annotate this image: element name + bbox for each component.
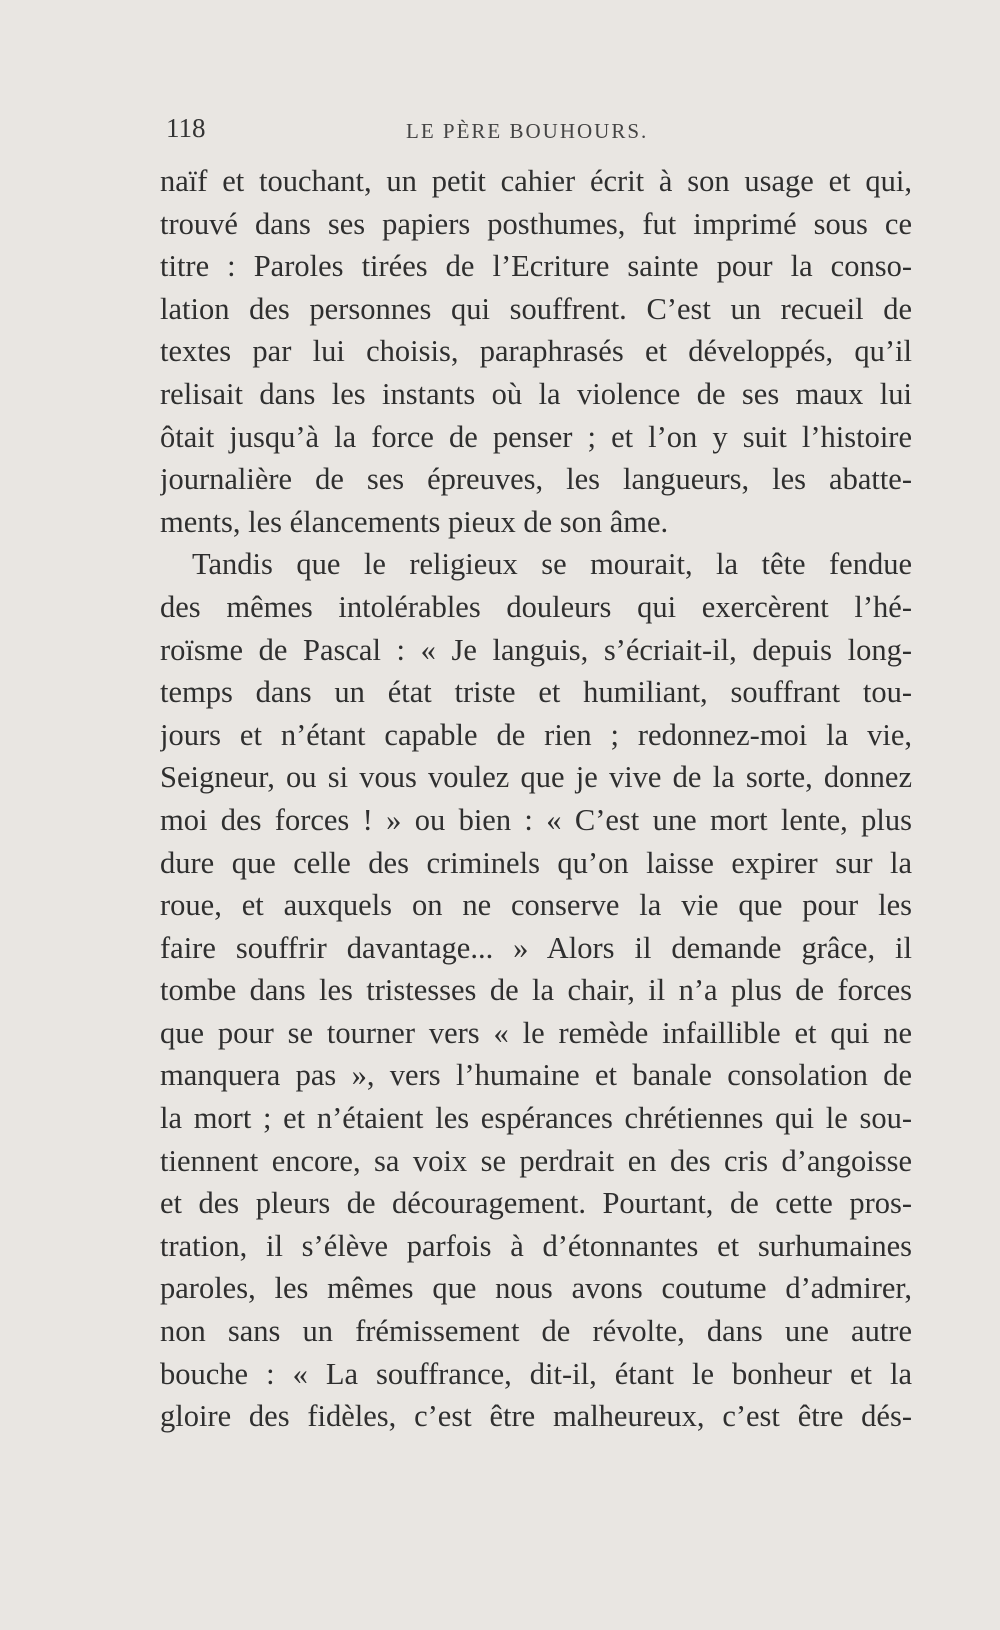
- text-line: roïsme de Pascal : « Je languis, s’écriait-il, depuis long-: [160, 632, 912, 667]
- text-line: trouvé dans ses papiers posthumes, fut imprimé sous ce: [160, 206, 912, 241]
- text-line: temps dans un état triste et humiliant, souffrant tou-: [160, 675, 912, 710]
- text-line: manquera pas », vers l’humaine et banale consolation de: [160, 1058, 912, 1093]
- page-header: [166, 113, 910, 153]
- text-line: lation des personnes qui souffrent. C’est un recueil de: [160, 291, 912, 326]
- text-line: et des pleurs de découragement. Pourtant, de cette pros-: [160, 1186, 912, 1221]
- running-title: LE PÈRE BOUHOURS.: [406, 119, 649, 143]
- text-line: gloire des fidèles, c’est être malheureux, c’est être dés-: [160, 1399, 912, 1434]
- text-line: dure que celle des criminels qu’on laisse expirer sur la: [160, 845, 912, 880]
- text-line: Seigneur, ou si vous voulez que je vive de la sorte, donnez: [160, 760, 912, 795]
- text-line: tration, il s’élève parfois à d’étonnantes et surhumaines: [160, 1228, 912, 1263]
- text-line: naïf et touchant, un petit cahier écrit à son usage et qui,: [160, 164, 912, 198]
- text-line: ôtait jusqu’à la force de penser ; et l’on y suit l’histoire: [160, 419, 912, 454]
- paragraph-start-line: Tandis que le religieux se mourait, la tête fendue: [192, 547, 912, 582]
- text-line: non sans un frémissement de révolte, dans une autre: [160, 1314, 912, 1349]
- text-line: faire souffrir davantage... » Alors il demande grâce, il: [160, 930, 912, 965]
- body-text: [160, 160, 912, 1438]
- paragraph-end-line: ments, les élancements pieux de son âme.: [160, 504, 669, 539]
- text-line: la mort ; et n’étaient les espérances chrétiennes qui le sou-: [160, 1101, 912, 1136]
- text-line: roue, et auxquels on ne conserve la vie que pour les: [160, 888, 912, 923]
- page-number: 118: [166, 113, 206, 143]
- text-line: relisait dans les instants où la violence de ses maux lui: [160, 376, 912, 411]
- text-line: jours et n’étant capable de rien ; redonnez-moi la vie,: [160, 717, 912, 752]
- text-line: titre : Paroles tirées de l’Ecriture sainte pour la conso-: [160, 249, 912, 284]
- text-line: des mêmes intolérables douleurs qui exercèrent l’hé-: [160, 589, 912, 624]
- text-line: tiennent encore, sa voix se perdrait en des cris d’angoisse: [160, 1143, 912, 1178]
- text-line: moi des forces ! » ou bien : « C’est une mort lente, plus: [160, 802, 912, 837]
- text-line: que pour se tourner vers « le remède infaillible et qui ne: [160, 1015, 912, 1050]
- text-line: textes par lui choisis, paraphrasés et développés, qu’il: [160, 334, 912, 369]
- text-line: paroles, les mêmes que nous avons coutume d’admirer,: [160, 1271, 912, 1306]
- text-line: journalière de ses épreuves, les langueurs, les abatte-: [160, 462, 912, 497]
- text-line: bouche : « La souffrance, dit-il, étant le bonheur et la: [160, 1356, 912, 1391]
- text-line: tombe dans les tristesses de la chair, il n’a plus de forces: [160, 973, 912, 1008]
